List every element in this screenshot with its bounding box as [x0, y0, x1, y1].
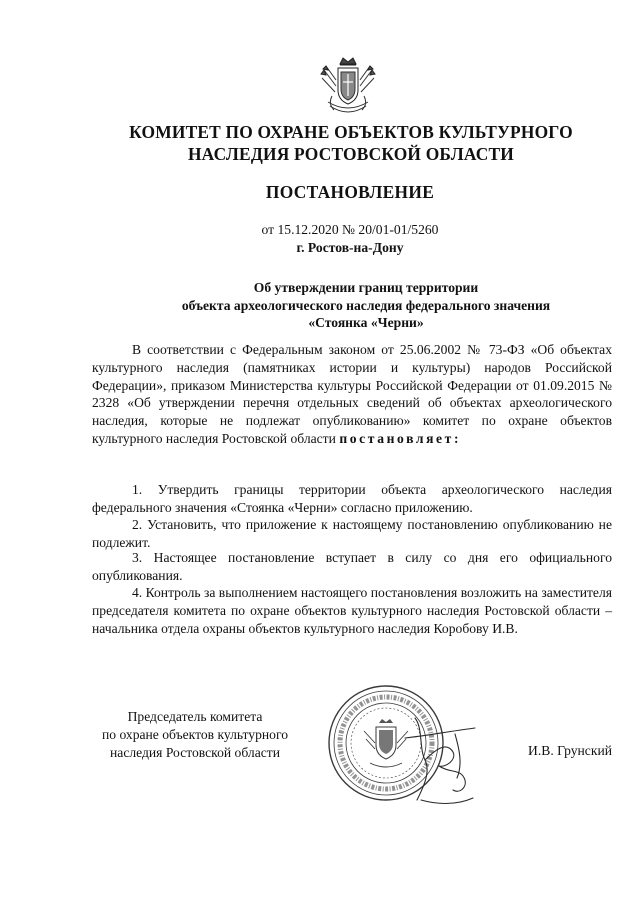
item-3-paragraph: 3. Настоящее постановление вступает в силу со дня его официального опубликования.	[92, 550, 612, 583]
document-subject	[0, 279, 640, 332]
organization-name-line2: НАСЛЕДИЯ РОСТОВСКОЙ ОБЛАСТИ	[187, 144, 515, 164]
organization-name	[0, 121, 640, 165]
subject-line1: Об утверждении границ территории	[253, 280, 479, 295]
document-date-number: от 15.12.2020 № 20/01-01/5260	[261, 222, 439, 237]
signatory-title-line1: Председатель комитета	[127, 709, 263, 724]
organization-name-line1: КОМИТЕТ ПО ОХРАНЕ ОБЪЕКТОВ КУЛЬТУРНОГО	[129, 122, 573, 142]
signatory-name: И.В. Грунский	[528, 743, 612, 758]
subject-line3: «Стоянка «Черни»	[308, 315, 424, 330]
signatory-title	[80, 708, 310, 761]
preamble-paragraph	[92, 341, 612, 448]
item-2-paragraph: 2. Установить, что приложение к настоящему постановлению опубликованию не подлежит.	[92, 517, 612, 550]
coat-of-arms-icon	[318, 56, 378, 118]
signatory-title-line3: наследия Ростовской области	[110, 744, 280, 760]
subject-line2: объекта археологического наследия федерального значения	[181, 297, 551, 313]
document-type: ПОСТАНОВЛЕНИЕ	[265, 182, 435, 202]
item-1-paragraph: 1. Утвердить границы территории объекта археологического наследия федерального значения «Стоянка «Черни» согласно приложению.	[92, 482, 612, 515]
decree-word: постановляет:	[339, 430, 462, 446]
preamble-text: В соответствии с Федеральным законом от 25.06.2002 № 73-ФЗ «Об объектах культурного наследия (памятниках истории и культуры) народов Российской Федерации», приказом Министерства культуры Российской Федерации от 01.09.2015 № 2328 «Об утверждении перечня отдельных сведений об объектах археологического наследия, которые не подлежат опубликованию» комитет по охране объектов культурного наследия Ростовской области	[92, 342, 612, 446]
signatory-title-line2: по охране объектов культурного	[101, 726, 289, 742]
item-4-paragraph: 4. Контроль за выполнением настоящего постановления возложить на заместителя председателя комитета по охране объектов культурного наследия Ростовской области – начальника отдела охраны объектов культурного наследия Коробову И.В.	[92, 585, 612, 636]
handwritten-signature-icon	[395, 708, 490, 818]
document-city: г. Ростов-на-Дону	[296, 240, 404, 255]
